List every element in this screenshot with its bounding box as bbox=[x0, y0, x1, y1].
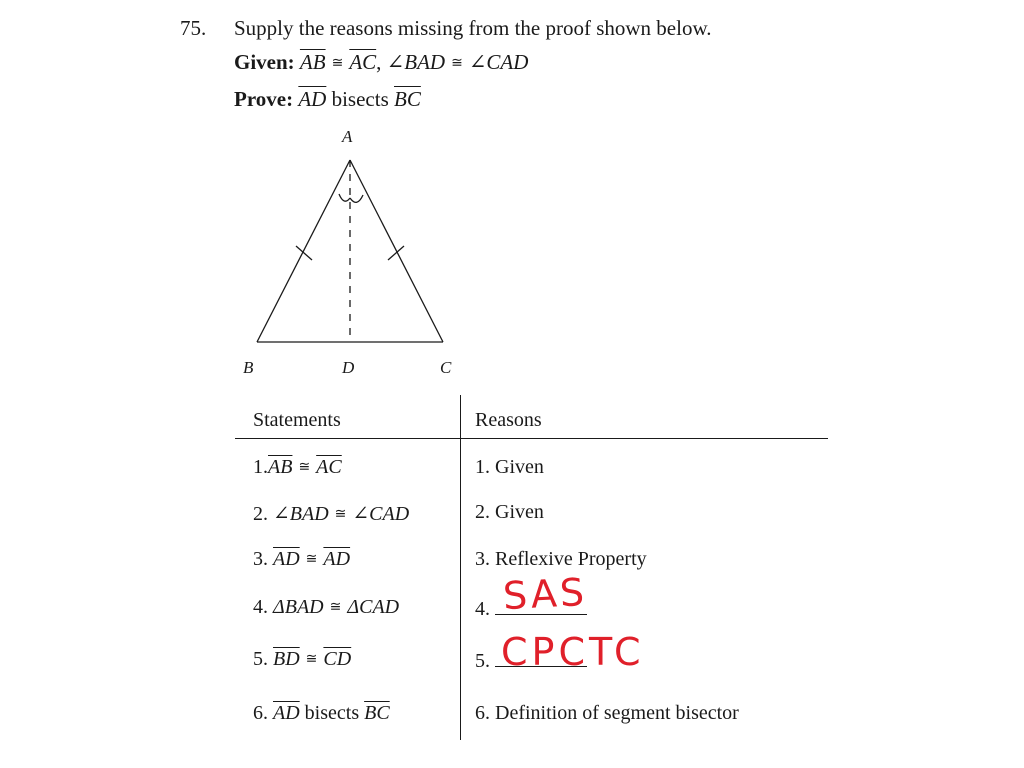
reason-row-6: 6. Definition of segment bisector bbox=[475, 702, 739, 724]
triangle-figure bbox=[230, 120, 470, 380]
problem-number: 75. bbox=[180, 16, 207, 40]
statement-row-1: $1.\overline{AB}$ ≅ $\overline{AC}$ bbox=[253, 456, 342, 478]
prove-label: Prove: bbox=[234, 87, 294, 111]
side-ac bbox=[350, 160, 443, 342]
prove-word: bisects bbox=[331, 87, 389, 111]
congruent-symbol: ≅ bbox=[298, 460, 311, 475]
table-header-rule bbox=[235, 438, 828, 439]
problem-instruction: Supply the reasons missing from the proof shown below. bbox=[234, 16, 712, 40]
given-label: Given: bbox=[234, 50, 295, 74]
reason-row-2: 2. Given bbox=[475, 501, 544, 523]
angle-arc-bad bbox=[339, 194, 350, 201]
congruent-symbol: ≅ bbox=[329, 600, 342, 615]
vertex-label-d: D bbox=[342, 358, 355, 377]
reason-row-3: 3. Reflexive Property bbox=[475, 548, 647, 570]
congruent-symbol: ≅ bbox=[331, 56, 344, 71]
statement-row-6: 6. $\overline{AD}$ bisects $\overline{BC}$ bbox=[253, 702, 390, 724]
reason-row-5: 5. bbox=[475, 648, 587, 673]
statement-row-5: 5. $\overline{BD}$ ≅ $\overline{CD}$ bbox=[253, 648, 352, 670]
given-angle-bad: ∠BAD bbox=[386, 50, 446, 74]
congruent-symbol: ≅ bbox=[305, 552, 318, 567]
given-angle-cad: ∠CAD bbox=[468, 50, 529, 74]
given-line: Given: $\overline{AB}$ ≅ $\overline{AC}$, ∠BAD ≅ ∠CAD bbox=[234, 50, 529, 74]
prove-seg-ad: $\overline{AD}$ bbox=[298, 87, 327, 111]
tick-mark-ac bbox=[388, 246, 404, 260]
congruent-symbol: ≅ bbox=[451, 56, 463, 71]
side-ab bbox=[257, 160, 350, 342]
statement-row-4: 4. ΔBAD ≅ ΔCAD bbox=[253, 596, 400, 618]
prove-line bbox=[234, 87, 421, 112]
reason-row-1: 1. Given bbox=[475, 456, 544, 478]
angle-arc-cad bbox=[350, 195, 363, 202]
statement-row-3: 3. $\overline{AD}$ ≅ $\overline{AD}$ bbox=[253, 548, 351, 570]
reasons-header: Reasons bbox=[475, 409, 542, 431]
given-seg-ac: $\overline{AC}$ bbox=[349, 50, 377, 74]
handwritten-answer-cpctc: CPCTC bbox=[501, 630, 645, 674]
reason-row-4: 4. bbox=[475, 596, 587, 621]
given-seg-ab: $\overline{AB}$ bbox=[299, 50, 326, 74]
vertex-label-c: C bbox=[440, 358, 452, 377]
tick-mark-ab bbox=[296, 246, 312, 260]
table-column-divider bbox=[460, 395, 461, 740]
handwritten-answer-sas: SAS bbox=[501, 569, 589, 619]
congruent-symbol: ≅ bbox=[334, 507, 347, 522]
statements-header: Statements bbox=[253, 409, 341, 431]
statement-row-2: 2. ∠BAD ≅ ∠CAD bbox=[253, 503, 410, 525]
vertex-label-a: A bbox=[342, 127, 353, 146]
vertex-label-b: B bbox=[243, 358, 254, 377]
congruent-symbol: ≅ bbox=[305, 652, 318, 667]
prove-seg-bc: $\overline{BC}$ bbox=[394, 87, 421, 111]
